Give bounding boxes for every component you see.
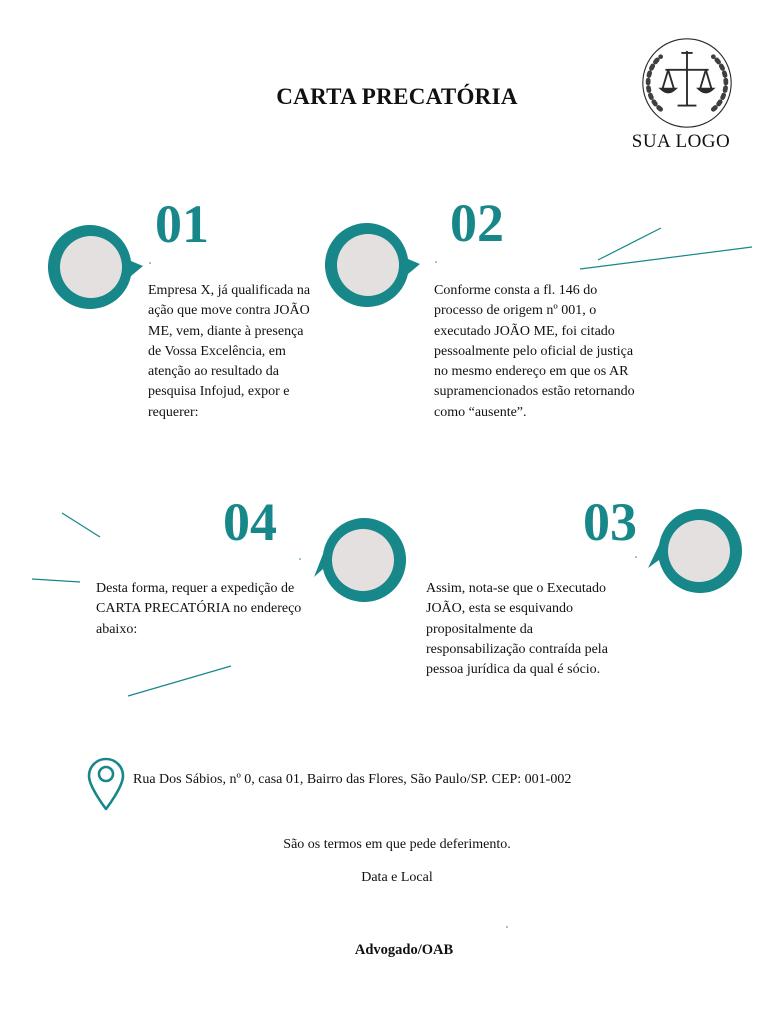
- speech-bubble-icon: [646, 504, 746, 604]
- step-number: 03: [583, 492, 637, 552]
- document-title: CARTA PRECATÓRIA: [276, 84, 518, 109]
- step-number: 01: [155, 194, 209, 254]
- closing-request: São os termos em que pede deferimento.: [283, 837, 511, 852]
- step-text: Empresa X, já qualificada na ação que move contra JOÃO ME, vem, diante à presença de Vossa Excelência, em atenção ao resultado da pesquisa Infojud, expor e requerer:: [148, 283, 311, 420]
- speech-bubble-icon: [44, 220, 144, 320]
- step-text: Desta forma, requer a expedição de CARTA PRECATÓRIA no endereço abaixo:: [96, 581, 302, 637]
- step-number: 02: [450, 193, 504, 253]
- scales-of-justice-icon: [640, 36, 734, 130]
- speech-bubble-icon: [321, 218, 421, 318]
- speech-bubble-icon: [310, 513, 410, 613]
- step-text: Conforme consta a fl. 146 do processo de origem nº 001, o executado JOÃO ME, foi citado pessoalmente pelo oficial de justiça no mesmo endereço em que os AR supramencionados estão retornando como “ausente”.: [434, 283, 635, 420]
- step-text: Assim, nota-se que o Executado JOÃO, esta se esquivando propositalmente da responsabilização contraída pela pessoa jurídica da qual é sócio.: [426, 581, 608, 678]
- location-pin-icon: [86, 756, 126, 812]
- address-text: Rua Dos Sábios, nº 0, casa 01, Bairro das Flores, São Paulo/SP. CEP: 001-002: [133, 772, 572, 787]
- date-and-place: Data e Local: [361, 870, 433, 885]
- step-number: 04: [223, 492, 277, 552]
- logo-text: SUA LOGO: [631, 131, 731, 152]
- signature-line: Advogado/OAB: [354, 942, 454, 958]
